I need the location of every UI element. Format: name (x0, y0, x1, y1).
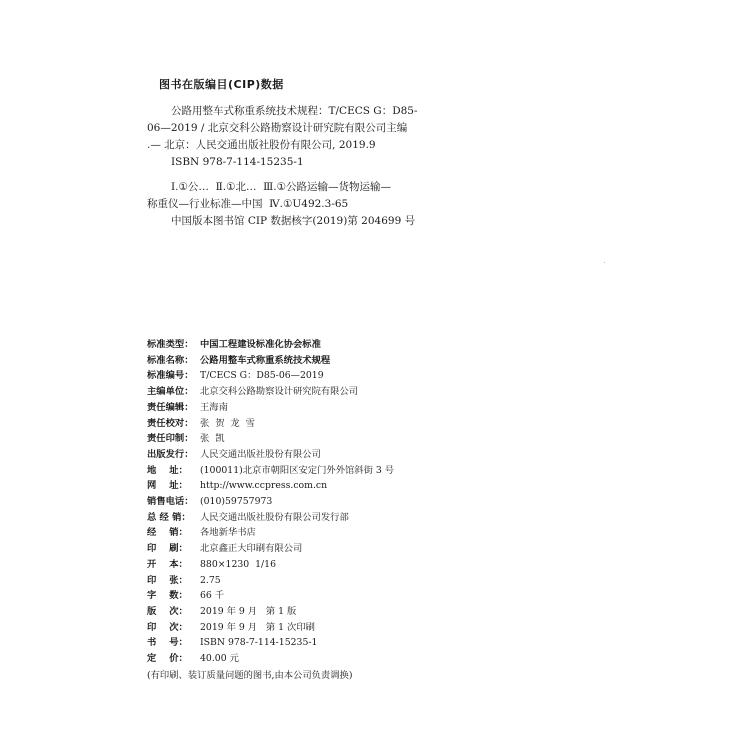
colophon-row (147, 525, 607, 541)
cip-isbn-line: ISBN 978-7-114-15235-1 (171, 156, 304, 168)
colophon-label: 定 价： (147, 653, 188, 665)
colophon-value: 王海南 (200, 401, 228, 413)
colophon-label: 出版发行： (147, 448, 194, 460)
colophon-label: 印 张： (147, 574, 188, 586)
price-value: 40.00 元 (200, 653, 239, 665)
colophon-label: 标准名称： (147, 354, 194, 366)
colophon-row (147, 463, 607, 479)
colophon-label: 责任校对： (147, 417, 194, 429)
cip-line: 公路用整车式称重系统技术规程：T/CECS G：D85- (171, 105, 418, 117)
colophon-label: 地 址： (147, 464, 188, 476)
colophon-value: 中国工程建设标准化协会标准 (200, 339, 321, 350)
colophon-label: 经 销： (147, 527, 188, 539)
colophon-row (147, 447, 607, 463)
colophon-row (147, 494, 607, 510)
colophon-row (147, 384, 607, 400)
colophon-label: 主编单位： (147, 386, 194, 398)
colophon-label: 标准类型： (147, 339, 194, 350)
colophon-row (147, 635, 607, 651)
colophon-value: 人民交通出版社股份有限公司 (200, 448, 321, 460)
colophon-row (147, 620, 607, 636)
colophon-label: 责任印制： (147, 433, 194, 445)
colophon-row (147, 416, 607, 432)
cip-subject-line: Ⅰ.①公… Ⅱ.①北… Ⅲ.①公路运输—货物运输— (171, 181, 392, 193)
colophon-value: 2.75 (200, 574, 221, 586)
publisher-website: http://www.ccpress.com.cn (200, 480, 328, 492)
colophon-value: 张 凯 (200, 433, 225, 445)
colophon-value: 2019 年 9 月 第 1 版 (200, 605, 297, 617)
colophon-row (147, 588, 607, 604)
colophon-block (147, 337, 607, 683)
colophon-row (147, 353, 607, 369)
colophon-label: 标准编号： (147, 370, 194, 382)
colophon-row (147, 337, 607, 353)
colophon-value: (100011)北京市朝阳区安定门外外馆斜街 3 号 (200, 464, 395, 476)
colophon-label: 销售电话： (147, 496, 194, 508)
colophon-row (147, 557, 607, 573)
colophon-value: 66 千 (200, 590, 225, 602)
colophon-label: 开 本： (147, 558, 188, 570)
colophon-row (147, 573, 607, 589)
colophon-label: 版 次： (147, 605, 188, 617)
colophon-row (147, 541, 607, 557)
colophon-value: 北京鑫正大印刷有限公司 (200, 543, 303, 555)
colophon-row (147, 651, 607, 667)
cip-line: 06—2019 / 北京交科公路勘察设计研究院有限公司主编 (147, 122, 408, 134)
colophon-value: T/CECS G：D85-06—2019 (200, 370, 324, 382)
colophon-label: 印 次： (147, 621, 188, 633)
colophon-value: 张 贺 龙 雪 (200, 417, 255, 429)
colophon-value: 公路用整车式称重系统技术规程 (200, 354, 331, 366)
colophon-row (147, 368, 607, 384)
cip-record-line: 中国版本图书馆 CIP 数据核字(2019)第 204699 号 (171, 215, 416, 227)
paper-speck (604, 262, 605, 263)
colophon-row (147, 604, 607, 620)
colophon-value: ISBN 978-7-114-15235-1 (200, 637, 318, 649)
sales-phone: (010)59757973 (200, 496, 273, 508)
colophon-label: 书 号： (147, 637, 188, 649)
colophon-row (147, 400, 607, 416)
cip-block (147, 76, 607, 230)
cip-heading: 图书在版编目(CIP)数据 (159, 78, 284, 91)
cip-subject-line: 称重仪—行业标准—中国 Ⅳ.①U492.3-65 (147, 198, 349, 210)
colophon-row (147, 431, 607, 447)
cip-spacer (147, 171, 607, 179)
colophon-value: 2019 年 9 月 第 1 次印刷 (200, 621, 315, 633)
colophon-label: 字 数： (147, 590, 188, 602)
colophon-label: 总 经 销： (147, 511, 191, 523)
colophon-value: 人民交通出版社股份有限公司发行部 (200, 511, 349, 523)
colophon-value: 北京交科公路勘察设计研究院有限公司 (200, 386, 359, 398)
colophon-label: 责任编辑： (147, 401, 194, 413)
colophon-label: 印 刷： (147, 543, 188, 555)
quality-notice: (有印刷、装订质量问题的图书,由本公司负责调换) (147, 669, 353, 681)
colophon-value: 各地新华书店 (200, 527, 256, 539)
colophon-value: 880×1230 1/16 (200, 558, 276, 570)
cip-line: .— 北京：人民交通出版社股份有限公司, 2019.9 (147, 139, 376, 151)
colophon-row (147, 510, 607, 526)
colophon-label: 网 址： (147, 480, 188, 492)
colophon-row (147, 478, 607, 494)
